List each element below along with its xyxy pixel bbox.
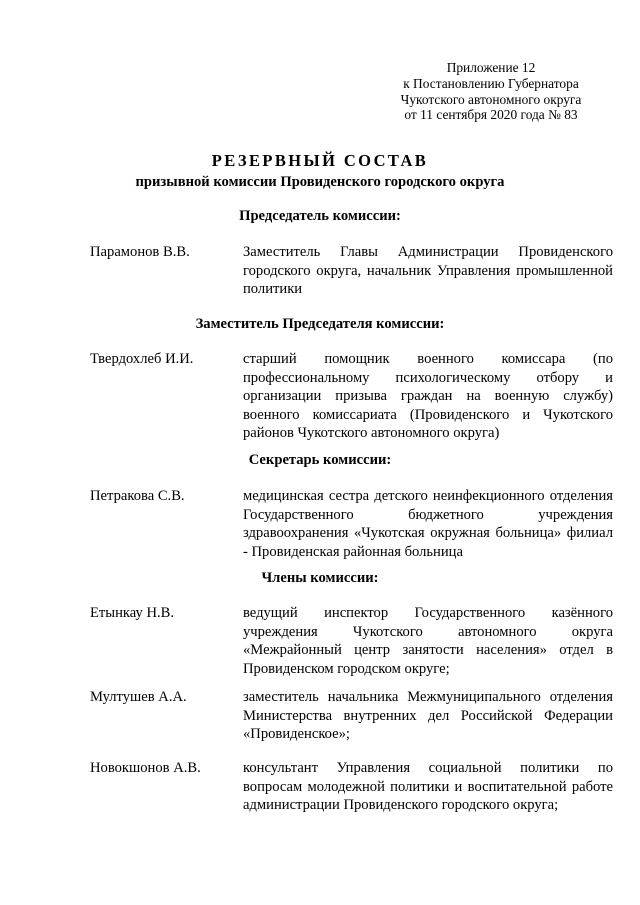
chair-role: Заместитель Главы Администрации Провиденского городского округа, начальник Управления промышленной политики	[243, 244, 613, 297]
section-heading-chair: Председатель комиссии:	[239, 208, 401, 224]
member-1-role: ведущий инспектор Государственного казённого учреждения Чукотского автономного округа «Межрайонный центр занятости населения» отдел в Провиденском городском округе;	[243, 605, 613, 677]
member-2-name: Мултушев А.А.	[90, 689, 187, 705]
member-3-role: консультант Управления социальной политики по вопросам молодежной политики и воспитательной работе администрации Провиденского городского округа;	[243, 760, 613, 813]
appendix-line-3: Чукотского автономного округа	[400, 91, 582, 107]
deputy-role: старший помощник военного комиссара (по профессиональному психологическому отбору и организации призыва граждан на военную службу) военного комиссариата (Провиденского и Чукотского районов Чукотского автономного округа)	[243, 351, 613, 441]
appendix-line-4: от 11 сентября 2020 года № 83	[404, 107, 578, 123]
section-heading-deputy: Заместитель Председателя комиссии:	[195, 316, 445, 332]
secretary-role: медицинская сестра детского неинфекционного отделения Государственного бюджетного учреждения здравоохранения «Чукотская окружная больница» филиал - Провиденская районная больница	[243, 488, 613, 560]
document-title: РЕЗЕРВНЫЙ СОСТАВ	[211, 151, 429, 170]
deputy-name: Твердохлеб И.И.	[90, 351, 194, 367]
document-subtitle: призывной комиссии Провиденского городского округа	[135, 174, 505, 190]
chair-name: Парамонов В.В.	[90, 244, 190, 260]
appendix-line-1: Приложение 12	[446, 60, 536, 75]
member-1-name: Етынкау Н.В.	[90, 605, 175, 621]
member-2-role: заместитель начальника Межмуниципального отделения Министерства внутренних дел Российской Федерации «Провиденское»;	[243, 689, 613, 742]
section-heading-members: Члены комиссии:	[261, 570, 379, 586]
appendix-note	[360, 60, 622, 123]
section-heading-secretary: Секретарь комиссии:	[248, 452, 392, 468]
member-3-name: Новокшонов А.В.	[90, 760, 201, 776]
secretary-name: Петракова С.В.	[90, 488, 185, 504]
appendix-line-2: к Постановлению Губернатора	[403, 75, 579, 91]
